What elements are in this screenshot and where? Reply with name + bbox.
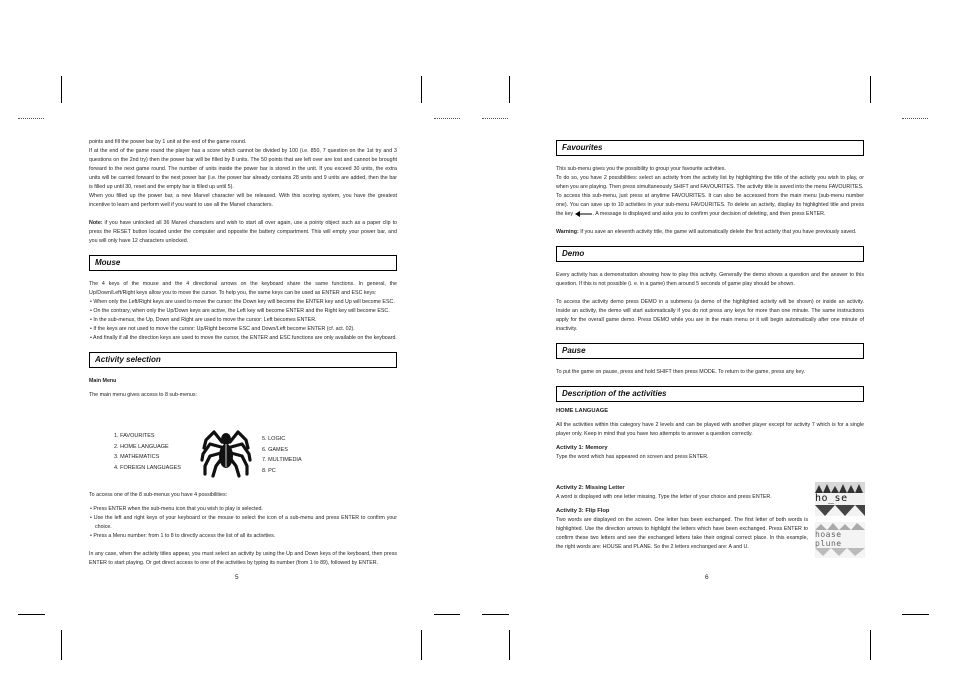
page-number: 5 bbox=[235, 574, 239, 581]
demo-paragraph: To access the activity demo press DEMO in a submenu (a demo of the highlighted activity will be shown) or inside an activity. Inside an activity, the demo will start automatically if you do not press any keys for more than one minute. The same instructions apply for the overall game demo. Press DEMO while you are in the main menu or it will begin automatically after one minute of inactivity. bbox=[556, 299, 864, 332]
registration-dots bbox=[482, 118, 508, 119]
menu-entry: 1. FAVOURITES bbox=[114, 433, 155, 439]
crop-mark bbox=[18, 614, 45, 615]
mouse-bullet: • On the contrary, when only the Up/Down keys are active, the Left key will become ENTER and the Right key will become ESC. bbox=[90, 308, 390, 314]
home-language-paragraph: All the activities within this category have 2 levels and can be played with another player except for activity 7 which is for a single player only. Keep in mind that you have two attempts to answer a question correctly. bbox=[556, 422, 864, 437]
intro-paragraph: points and fill the power bar by 1 unit at the end of the game round. bbox=[89, 139, 247, 145]
note-paragraph bbox=[89, 219, 397, 246]
menu-entry: 4. FOREIGN LANGUAGES bbox=[114, 464, 181, 471]
crop-mark bbox=[421, 630, 422, 660]
main-menu-intro: The main menu gives access to 8 sub-menus: bbox=[89, 392, 198, 398]
crop-mark bbox=[870, 76, 871, 103]
mouse-bullet: • If the keys are not used to move the cursor: Up/Right become ESC and Down/Left become ENTER (cf. act. 02). bbox=[90, 326, 355, 332]
menu-entry: 6. GAMES bbox=[262, 446, 288, 453]
activity-3-title: Activity 3: Flip Flop bbox=[556, 508, 610, 514]
lcd-word: hoase bbox=[815, 530, 842, 539]
activity-1-title: Activity 1: Memory bbox=[556, 445, 608, 451]
lcd-pattern-icon bbox=[815, 522, 865, 530]
mouse-bullet: • And finally if all the direction keys are used to move the cursor, the ENTER and ESC functions are only available on the keyboard. bbox=[90, 335, 397, 341]
menu-entry: 5. LOGIC bbox=[262, 436, 286, 442]
access-intro: To access one of the 8 sub-menus you have 4 possibilities: bbox=[89, 492, 228, 498]
crop-mark bbox=[482, 614, 509, 615]
crop-mark bbox=[61, 630, 62, 660]
main-menu-label: Main Menu bbox=[89, 378, 117, 384]
crop-mark bbox=[509, 630, 510, 660]
section-heading-demo: Demo bbox=[556, 246, 864, 262]
menu-entry: 7. MULTIMEDIA bbox=[262, 457, 302, 463]
section-heading-mouse: Mouse bbox=[89, 255, 397, 271]
mouse-bullet: • In the sub-menus, the Up, Down and Right are used to move the cursor: Left becomes ENTER. bbox=[90, 317, 317, 323]
intro-paragraph: If at the end of the game round the player has a score which cannot be divided by 100 (i.e. 850, 7 question on the 1st try and 3 questions on the 2nd try) then the power bar will be filled by 8 units. The 50 points that are left over are lost and cannot be brought forward to the next game round. The number of units inside the power bar is stored in the unit. If you exceed 30 units, the extra units will be carried forward to the next power bar (i.e. the power bar already contains 28 units and 9 units are added, then the bar is filled up until 30, reset and the empty bar is filled up until 5). bbox=[89, 148, 397, 190]
crop-mark bbox=[434, 614, 460, 615]
menu-list-right bbox=[262, 434, 302, 476]
section-heading-pause: Pause bbox=[556, 343, 864, 359]
note-text: if you have unlocked all 36 Marvel characters and wish to start all over again, use a pointy object such as a paper clip to press the RESET button located under the computer and opposite the battery compartment. This will empty your power bar, and you will only have 12 characters unlocked. bbox=[89, 220, 397, 244]
access-bullet: • Press ENTER when the sub-menu icon that you wish to play is selected. bbox=[90, 506, 263, 512]
activity-2-title: Activity 2: Missing Letter bbox=[556, 485, 625, 491]
lcd-pattern-icon bbox=[815, 505, 865, 516]
lcd-pattern-icon bbox=[815, 548, 865, 556]
home-language-label: HOME LANGUAGE bbox=[556, 408, 609, 414]
page-number: 6 bbox=[705, 574, 709, 581]
left-column bbox=[89, 138, 397, 400]
favourites-paragraph: To do so, you have 2 possibilities: select an activity from the activity list by highlighting the title of the activity you wish to play, or when you are playing. Then press simultaneously SHIFT and FAVOURITES. The activity title is saved into the menu FAVOURITES. bbox=[556, 175, 864, 190]
closing-paragraph: In any case, when the activity titles appear, you must select an activity by using the Up and Down keys of the keyboard, then press ENTER to start playing. Or get direct access to one of the activities by typing its number (from 1 to 89), followed by ENTER. bbox=[89, 551, 397, 566]
section-heading-favourites: Favourites bbox=[556, 140, 864, 156]
warning-label: Warning: bbox=[556, 229, 579, 235]
spider-emblem-icon bbox=[200, 424, 252, 478]
lcd-screen-flip-flop bbox=[815, 522, 865, 558]
menu-entry: 3. MATHEMATICS bbox=[114, 454, 160, 460]
activity-2-text: A word is displayed with one letter missing. Type the letter of your choice and press ENTER. bbox=[556, 494, 772, 500]
left-column-lower bbox=[89, 491, 397, 568]
warning-paragraph: Warning: If you save an eleventh activity title, the game will automatically delete the first activity that you have previously saved. bbox=[556, 229, 857, 235]
intro-paragraph: When you filled up the power bar, a new Marvel character will be released. With this scoring system, you have the greatest incentive to learn and perform well if you want to use all the Marvel characters. bbox=[89, 193, 397, 208]
registration-dots bbox=[902, 118, 928, 119]
favourites-paragraph: This sub-menu gives you the possibility to group your favourite activities. bbox=[556, 166, 726, 172]
access-bullet: • Press a Menu number: from 1 to 8 to directly access the list of all its activities. bbox=[90, 533, 276, 539]
lcd-word: plune bbox=[815, 539, 842, 548]
arrow-left-key-icon bbox=[575, 211, 593, 217]
menu-list-left bbox=[114, 431, 181, 473]
lcd-screen-missing-letter bbox=[815, 482, 865, 516]
activity-3-text: Two words are displayed on the screen. One letter has been exchanged. The first letter of both words is highlighted. Use the direction arrows to highlight the letters which have been exchanged. Press ENTER to confirm these two letters and see the exchanged letters take their original correct place. In this example, the right words are: HOUSE and PLANE. So the 2 letters exchanged are: A and U. bbox=[556, 517, 808, 550]
favourites-paragraph: To access this sub-menu, just press at anytime FAVOURITES. It can also be accessed from the main menu (sub-menu number one). You can save up to 10 activities in your sub-menu FAVOURITES. To delete an activity, display its highlighted title and press the key . A message is displayed and asks you to confirm your decision of deleting, and then press ENTER. bbox=[556, 193, 864, 217]
access-bullet: • Use the left and right keys of your keyboard or the mouse to select the icon of a sub-menu and press ENTER to confirm your choice. bbox=[90, 515, 397, 530]
pause-paragraph: To put the game on pause, press and hold SHIFT then press MODE. To return to the game, press any key. bbox=[556, 369, 806, 375]
activity-1-text: Type the word which has appeared on screen and press ENTER. bbox=[556, 454, 709, 460]
right-page bbox=[477, 0, 954, 692]
section-heading-description: Description of the activities bbox=[556, 386, 864, 402]
crop-mark bbox=[421, 76, 422, 103]
demo-paragraph: Every activity has a demonstration showing how to play this activity. Generally the demo shows a question and the answer to this question. If this is not possible (i. e. in a game) then around 5 seconds of game play should be shown. bbox=[556, 272, 864, 287]
right-column-activities bbox=[556, 484, 808, 552]
menu-entry: 8. PC bbox=[262, 467, 276, 474]
registration-dots bbox=[18, 118, 44, 119]
crop-mark bbox=[902, 614, 929, 615]
right-column bbox=[556, 140, 864, 467]
mouse-bullet: • When only the Left/Right keys are used to move the cursor: the Down key will become the ENTER key and Up will become ESC. bbox=[90, 299, 395, 305]
registration-dots bbox=[434, 118, 460, 119]
mouse-intro: The 4 keys of the mouse and the 4 directional arrows on the keyboard share the same functions. In general, the Up/Down/Left/Right keys allow you to move the cursor. To help you, the same keys can be used as ENTER and ESC keys: bbox=[89, 281, 397, 296]
crop-mark bbox=[61, 76, 62, 103]
section-heading-activity-selection: Activity selection bbox=[89, 352, 397, 368]
lcd-word: ho_se bbox=[815, 493, 848, 504]
crop-mark bbox=[509, 76, 510, 103]
crop-mark bbox=[870, 630, 871, 660]
lcd-pattern-icon bbox=[815, 482, 865, 493]
menu-entry: 2. HOME LANGUAGE bbox=[114, 443, 169, 450]
note-label: Note: bbox=[89, 220, 103, 226]
